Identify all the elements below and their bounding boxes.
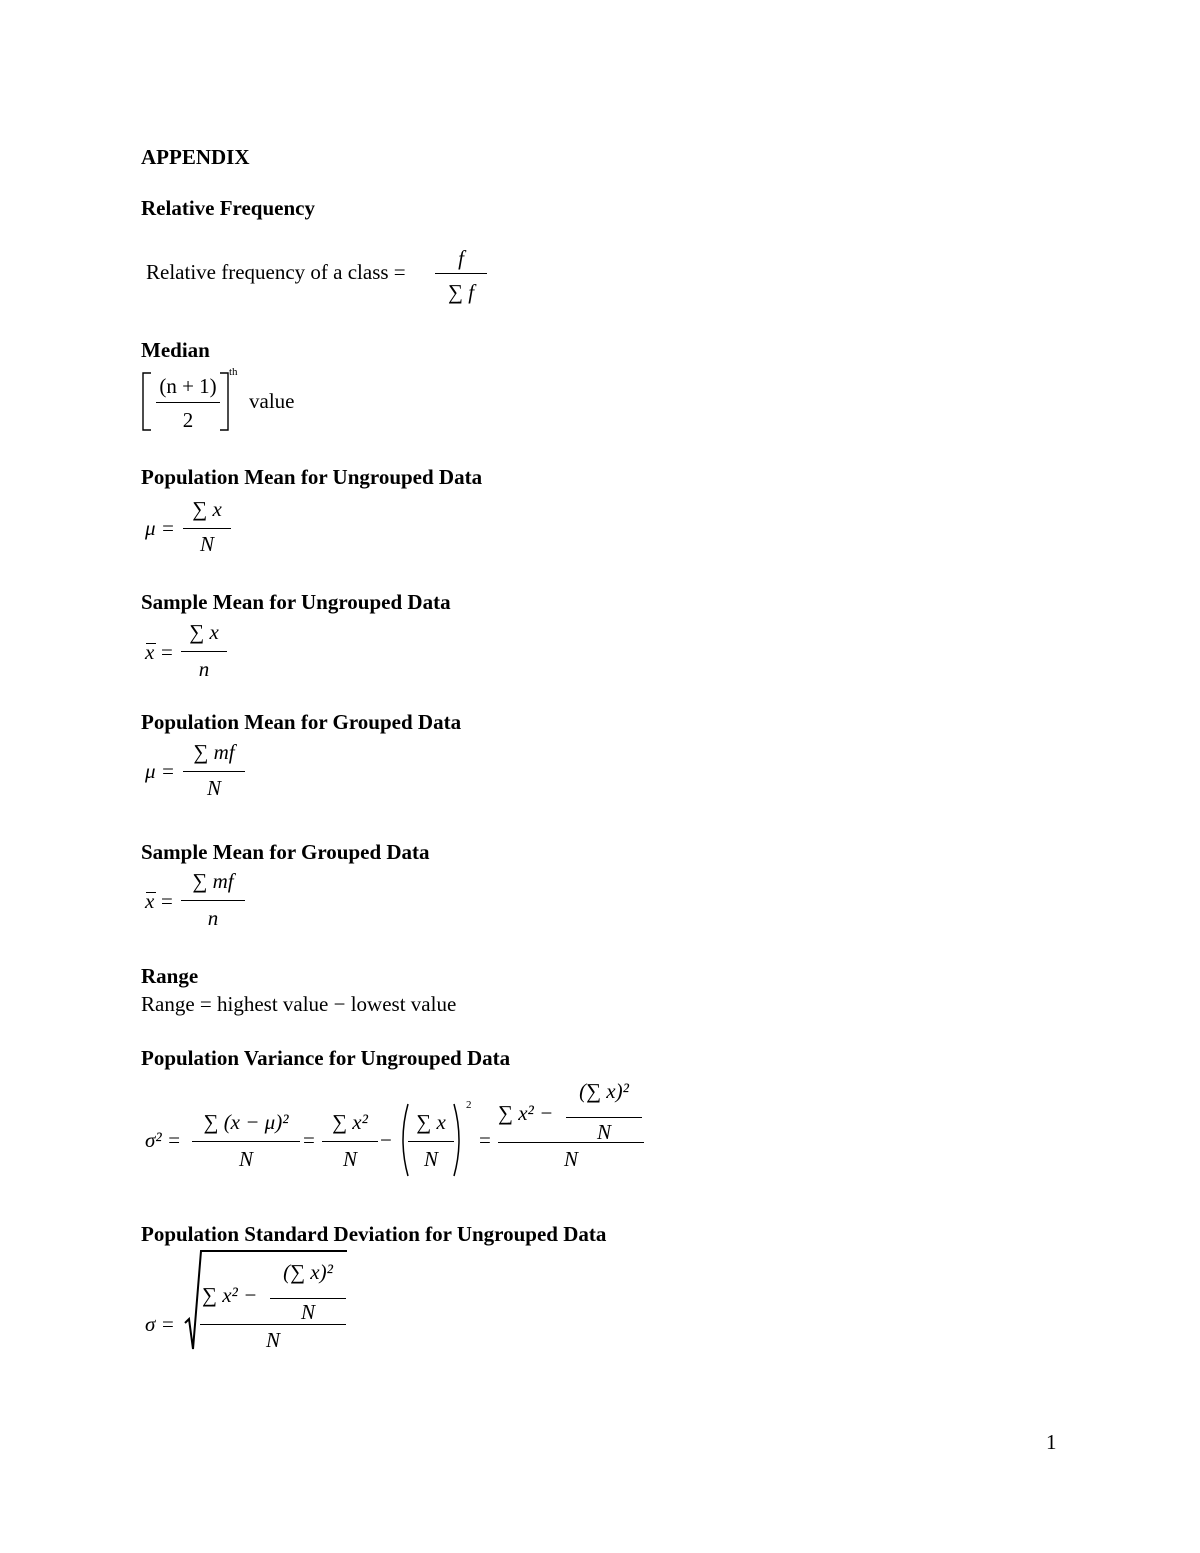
relative-frequency-lhs: Relative frequency of a class = (146, 260, 406, 284)
sample-mean-grouped-denominator: n (207, 906, 219, 930)
pop-sd-inner-denominator: N (300, 1300, 315, 1324)
pop-mean-ungrouped-denominator: N (199, 532, 214, 556)
relative-frequency-heading: Relative Frequency (141, 196, 315, 220)
fraction-bar (192, 1141, 300, 1142)
pop-mean-grouped-lhs: μ = (145, 759, 175, 783)
page-number: 1 (1046, 1430, 1057, 1454)
fraction-bar (566, 1117, 642, 1118)
pop-variance-frac1-numerator: ∑ (x − μ)² (203, 1110, 289, 1134)
sample-mean-grouped-numerator: ∑ mf (192, 869, 234, 893)
pop-mean-grouped-denominator: N (206, 776, 221, 800)
sample-mean-grouped-heading: Sample Mean for Grouped Data (141, 840, 430, 864)
pop-variance-frac2-numerator: ∑ x² (332, 1110, 368, 1134)
range-heading: Range (141, 964, 199, 988)
fraction-bar (183, 771, 245, 772)
pop-mean-ungrouped-numerator: ∑ x (192, 497, 222, 521)
pop-variance-frac2-denominator: N (342, 1147, 357, 1171)
median-superscript: th (229, 366, 238, 378)
sample-mean-ungrouped-numerator: ∑ x (189, 620, 219, 644)
pop-variance-equals-1: = (303, 1128, 315, 1152)
pop-variance-frac4-numerator-top: ∑ x² − (498, 1101, 554, 1125)
pop-variance-frac3-numerator: ∑ x (416, 1110, 446, 1134)
range-formula: Range = highest value − lowest value (141, 992, 457, 1016)
pop-variance-power: 2 (466, 1099, 472, 1111)
pop-variance-frac4-inner-denominator: N (596, 1120, 611, 1144)
pop-variance-right-paren (452, 1102, 466, 1178)
pop-variance-equals-2: = (479, 1128, 491, 1152)
pop-sd-inner-numerator: (∑ x)² (283, 1260, 333, 1284)
fraction-bar (322, 1141, 378, 1142)
relative-frequency-denominator: ∑ f (447, 280, 475, 304)
fraction-bar (270, 1298, 346, 1299)
pop-sd-numerator-top: ∑ x² − (202, 1283, 258, 1307)
pop-mean-ungrouped-heading: Population Mean for Ungrouped Data (141, 465, 483, 489)
pop-variance-frac1-denominator: N (238, 1147, 253, 1171)
pop-mean-grouped-numerator: ∑ mf (193, 740, 235, 764)
median-suffix: value (249, 389, 295, 413)
median-denominator: 2 (182, 408, 194, 432)
median-right-bracket (218, 372, 230, 432)
pop-sd-denominator: N (265, 1328, 280, 1352)
median-numerator: (n + 1) (159, 374, 217, 398)
fraction-bar (200, 1324, 346, 1325)
sample-mean-ungrouped-lhs: x = (145, 640, 174, 664)
pop-variance-frac4-inner-numerator: (∑ x)² (579, 1079, 629, 1103)
relative-frequency-numerator: f (458, 246, 464, 270)
sample-mean-grouped-lhs: x = (145, 889, 174, 913)
fraction-bar (498, 1142, 644, 1143)
pop-mean-grouped-heading: Population Mean for Grouped Data (141, 710, 462, 734)
pop-variance-lhs: σ² = (145, 1128, 182, 1152)
pop-variance-heading: Population Variance for Ungrouped Data (141, 1046, 511, 1070)
appendix-title: APPENDIX (141, 145, 250, 169)
pop-mean-ungrouped-lhs: μ = (145, 516, 175, 540)
fraction-bar (435, 273, 487, 274)
fraction-bar (408, 1141, 454, 1142)
pop-variance-frac3-denominator: N (423, 1147, 438, 1171)
pop-sd-heading: Population Standard Deviation for Ungrouped Data (141, 1222, 607, 1246)
pop-variance-minus: − (380, 1128, 392, 1152)
sample-mean-ungrouped-heading: Sample Mean for Ungrouped Data (141, 590, 451, 614)
fraction-bar (181, 900, 245, 901)
sample-mean-ungrouped-denominator: n (198, 657, 210, 681)
pop-variance-frac4-denominator: N (563, 1147, 578, 1171)
median-heading: Median (141, 338, 210, 362)
fraction-bar (181, 651, 227, 652)
fraction-bar (156, 402, 220, 403)
fraction-bar (183, 528, 231, 529)
pop-sd-lhs: σ = (145, 1312, 175, 1336)
